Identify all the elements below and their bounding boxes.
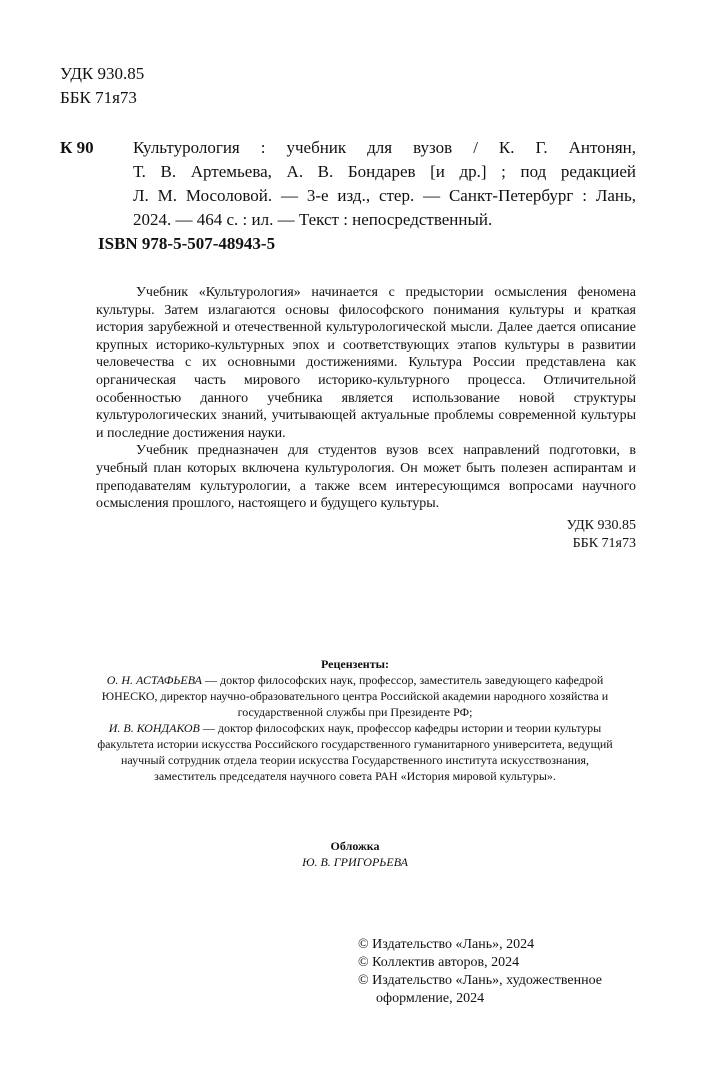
reviewer-description: — доктор философских наук, профессор, заместитель заведующего кафедрой ЮНЕСКО, директор научно-образовательного центра Российской академии народного хозяйства и государственной службы при Президенте РФ; bbox=[101, 673, 609, 719]
cover-credit bbox=[96, 838, 614, 870]
reviewer-entry bbox=[96, 672, 614, 720]
author-code: К 90 bbox=[60, 138, 94, 157]
copyright-line: © Коллектив авторов, 2024 bbox=[358, 955, 520, 970]
classification-block bbox=[60, 62, 144, 110]
bbk-code-right: ББК 71я73 bbox=[572, 536, 636, 551]
copyright-line: © Издательство «Лань», 2024 bbox=[358, 937, 535, 952]
isbn: ISBN 978-5-507-48943-5 bbox=[98, 234, 276, 253]
bibliographic-record bbox=[133, 136, 636, 232]
reviewer-description: — доктор философских наук, профессор кафедры истории и теории культуры факультета истории искусства Российского государственного гуманитарного университета, ведущий научный сотрудник отдела теории искусства Государственного института искусствознания, заместитель председателя научного совета РАН «История мировой культуры». bbox=[97, 721, 613, 783]
copyright-line: оформление, 2024 bbox=[376, 991, 485, 1006]
biblio-line: 2024. — 464 с. : ил. — Текст : непосредственный. bbox=[133, 210, 493, 229]
abstract-paragraph: Учебник «Культурология» начинается с предыстории осмысления феномена культуры. Затем излагаются основы философского понимания культуры и краткая история зарубежной и отечественной культурологической мысли. Далее дается описание крупных историко-культурных эпох и соответствующих этапов культуры в развитии человечества с их основными достижениями. Культура России представлена как органическая часть мирового историко-культурного процесса. Отличительной особенностью данного учебника является использование новой структуры культурологических знаний, учитывающей актуальные проблемы современной культуры и последние достижения науки. bbox=[96, 285, 636, 441]
reviewer-entry bbox=[96, 720, 614, 784]
udk-code: УДК 930.85 bbox=[60, 64, 145, 83]
cover-designer: Ю. В. ГРИГОРЬЕВА bbox=[302, 855, 408, 869]
copyright-line: © Издательство «Лань», художественное bbox=[358, 973, 602, 988]
reviewer-name: О. Н. АСТАФЬЕВА bbox=[106, 673, 202, 687]
reviewers-block bbox=[96, 656, 614, 784]
reviewer-name: И. В. КОНДАКОВ bbox=[108, 721, 200, 735]
biblio-line: Т. В. Артемьева, А. В. Бондарев [и др.] ; под редакцией bbox=[133, 162, 636, 181]
udk-code-right: УДК 930.85 bbox=[566, 518, 636, 533]
reviewers-heading: Рецензенты: bbox=[321, 657, 389, 671]
biblio-line: Культурология : учебник для вузов / К. Г. Антонян, bbox=[133, 138, 636, 157]
abstract-paragraph: Учебник предназначен для студентов вузов всех направлений подготовки, в учебный план которых включена культурология. Он может быть полезен аспирантам и преподавателям культурологии, а также всем интересующимся вопросами научного осмысления прошлого, настоящего и будущего культуры. bbox=[96, 443, 636, 512]
cover-heading: Обложка bbox=[330, 839, 380, 853]
abstract bbox=[96, 284, 636, 513]
copyright-block bbox=[358, 936, 658, 1008]
biblio-line: Л. М. Мосоловой. — 3-е изд., стер. — Санкт-Петербург : Лань, bbox=[133, 186, 636, 205]
bbk-code: ББК 71я73 bbox=[60, 88, 137, 107]
classification-right bbox=[480, 517, 636, 553]
